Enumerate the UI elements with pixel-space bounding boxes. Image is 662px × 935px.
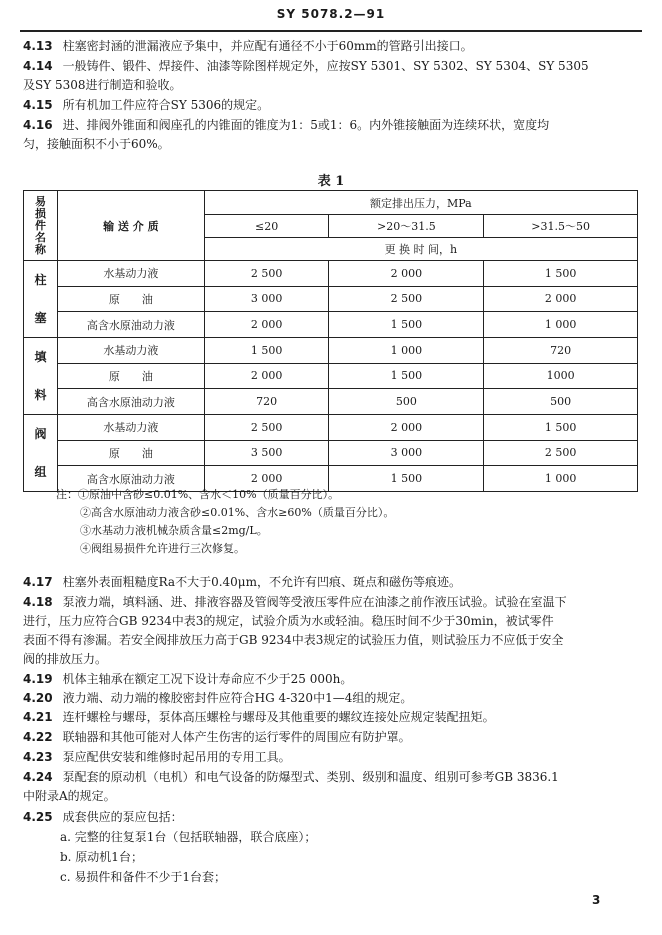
value-cell: 3 000 (329, 440, 484, 466)
clause-number: 4.21 (23, 710, 53, 724)
clause-number: 4.20 (23, 691, 53, 705)
value-cell: 2 000 (329, 415, 484, 441)
clause-4-18-cont: 阀的排放压力。 (23, 652, 108, 666)
medium-cell: 原 油 (57, 440, 204, 466)
medium-cell: 水基动力液 (57, 261, 204, 287)
clause-4-23 (23, 748, 639, 767)
value-cell: 3 000 (204, 286, 329, 312)
value-cell: 2 500 (204, 261, 329, 287)
value-cell: 1 500 (329, 312, 484, 338)
clause-text: 成套供应的泵应包括： (62, 810, 183, 824)
clause-text: 泵液力端，填料涵、进、排液容器及管阀等受液压零件应在油漆之前作液压试验。试验在室温下 (62, 595, 567, 609)
value-cell: 1 500 (484, 415, 638, 441)
clause-4-16 (23, 116, 639, 135)
value-cell: 1 000 (484, 312, 638, 338)
page-number: 3 (592, 893, 601, 907)
value-cell: 1 500 (329, 466, 484, 492)
table-note: ②高含水原油动力液含砂≤0.01%、含水≥60%（质量百分比）。 (80, 506, 395, 519)
value-cell: 1 000 (329, 338, 484, 364)
clause-text: 所有机加工件应符合SY 5306的规定。 (62, 98, 270, 112)
clause-4-19 (23, 670, 639, 689)
replacement-time-table (23, 190, 638, 492)
clause-number: 4.19 (23, 672, 53, 686)
value-cell: 2 000 (204, 363, 329, 389)
value-cell: 720 (484, 338, 638, 364)
pressure-range: >20～31.5 (329, 215, 484, 238)
value-cell: 1 500 (484, 261, 638, 287)
clause-text: 联轴器和其他可能对人体产生伤害的运行零件的周围应有防护罩。 (62, 730, 411, 744)
list-item: c. 易损件和备件不少于1台套； (60, 870, 226, 884)
medium-cell: 水基动力液 (57, 415, 204, 441)
clause-text: 连杆螺栓与螺母，泵体高压螺栓与螺母及其他重要的螺纹连接处应规定装配扭矩。 (62, 710, 495, 724)
clause-number: 4.25 (23, 810, 53, 824)
clause-4-18-cont: 表面不得有渗漏。若安全阀排放压力高于GB 9234中表3规定的试验压力值，则试验压力不应低于安全 (23, 633, 564, 647)
table-note: ③水基动力液机械杂质含量≤2mg/L。 (80, 524, 268, 537)
clause-number: 4.14 (23, 59, 53, 73)
value-cell: 1000 (484, 363, 638, 389)
header-rule (20, 30, 642, 32)
medium-cell: 水基动力液 (57, 338, 204, 364)
group-name: 柱塞 (24, 261, 58, 338)
clause-text: 泵应配供安装和维修时起吊用的专用工具。 (62, 750, 291, 764)
value-cell: 2 500 (329, 286, 484, 312)
clause-text: 一般铸件、锻件、焊接件、油漆等除图样规定外，应按SY 5301、SY 5302、SY 5304、SY 5305 (62, 59, 589, 73)
value-cell: 1 500 (329, 363, 484, 389)
clause-text: 液力端、动力端的橡胶密封件应符合HG 4-320中1—4组的规定。 (62, 691, 413, 705)
pressure-range: ≤20 (204, 215, 329, 238)
clause-number: 4.18 (23, 595, 53, 609)
clause-4-24 (23, 768, 639, 787)
col-header-part-name: 易损件名称 (24, 191, 58, 261)
medium-cell: 高含水原油动力液 (57, 389, 204, 415)
clause-number: 4.17 (23, 575, 53, 589)
clause-4-14-cont: 及SY 5308进行制造和验收。 (23, 78, 182, 92)
value-cell: 1 500 (204, 338, 329, 364)
list-item: a. 完整的往复泵1台（包括联轴器，联合底座）； (60, 830, 317, 844)
clause-4-22 (23, 728, 639, 747)
clause-text: 泵配套的原动机（电机）和电气设备的防爆型式、类别、级别和温度、组别可参考GB 3836.1 (62, 770, 559, 784)
col-header-medium: 输 送 介 质 (57, 191, 204, 261)
clause-4-14 (23, 57, 639, 76)
medium-cell: 高含水原油动力液 (57, 312, 204, 338)
value-cell: 2 000 (204, 466, 329, 492)
clause-number: 4.15 (23, 98, 53, 112)
medium-cell: 原 油 (57, 286, 204, 312)
clause-4-18 (23, 593, 639, 612)
value-cell: 2 000 (329, 261, 484, 287)
time-header: 更 换 时 间，h (204, 238, 637, 261)
clause-4-18-cont: 进行，压力应符合GB 9234中表3的规定，试验介质为水或轻油。稳压时间不少于30min，被试零件 (23, 614, 554, 628)
value-cell: 500 (484, 389, 638, 415)
clause-text: 机体主轴承在额定工况下设计寿命应不少于25 000h。 (62, 672, 353, 686)
medium-cell: 原 油 (57, 363, 204, 389)
clause-4-15 (23, 96, 639, 115)
pressure-range: >31.5～50 (484, 215, 638, 238)
clause-number: 4.16 (23, 118, 53, 132)
clause-4-25 (23, 808, 639, 827)
clause-4-20 (23, 689, 639, 708)
value-cell: 1 000 (484, 466, 638, 492)
table-note: 注：①原油中含砂≤0.01%、含水＜10%（质量百分比）。 (56, 488, 340, 501)
clause-4-13 (23, 37, 639, 56)
value-cell: 720 (204, 389, 329, 415)
clause-4-24-cont: 中附录A的规定。 (23, 789, 116, 803)
value-cell: 2 000 (204, 312, 329, 338)
value-cell: 500 (329, 389, 484, 415)
clause-text: 柱塞外表面粗糙度Ra不大于0.40μm，不允许有凹痕、斑点和磁伤等痕迹。 (62, 575, 461, 589)
value-cell: 2 500 (204, 415, 329, 441)
list-item: b. 原动机1台； (60, 850, 143, 864)
value-cell: 2 500 (484, 440, 638, 466)
medium-cell: 高含水原油动力液 (57, 466, 204, 492)
value-cell: 2 000 (484, 286, 638, 312)
group-name: 阀组 (24, 415, 58, 492)
clause-number: 4.13 (23, 39, 53, 53)
clause-text: 柱塞密封涵的泄漏液应予集中，并应配有通径不小于60mm的管路引出接口。 (62, 39, 473, 53)
clause-4-17 (23, 573, 639, 592)
clause-text: 进、排阀外锥面和阀座孔的内锥面的锥度为1：5或1：6。内外锥接触面为连续环状，宽度均 (62, 118, 550, 132)
table-note: ④阀组易损件允许进行三次修复。 (80, 542, 245, 555)
value-cell: 3 500 (204, 440, 329, 466)
clause-number: 4.24 (23, 770, 53, 784)
clause-4-16-cont: 匀，接触面积不小于60%。 (23, 137, 170, 151)
group-name: 填料 (24, 338, 58, 415)
pressure-header: 额定排出压力，MPa (204, 191, 637, 215)
clause-number: 4.22 (23, 730, 53, 744)
clause-4-21 (23, 708, 639, 727)
table-caption: 表 1 (317, 174, 345, 189)
standard-header: SY 5078.2—91 (276, 7, 386, 21)
clause-number: 4.23 (23, 750, 53, 764)
